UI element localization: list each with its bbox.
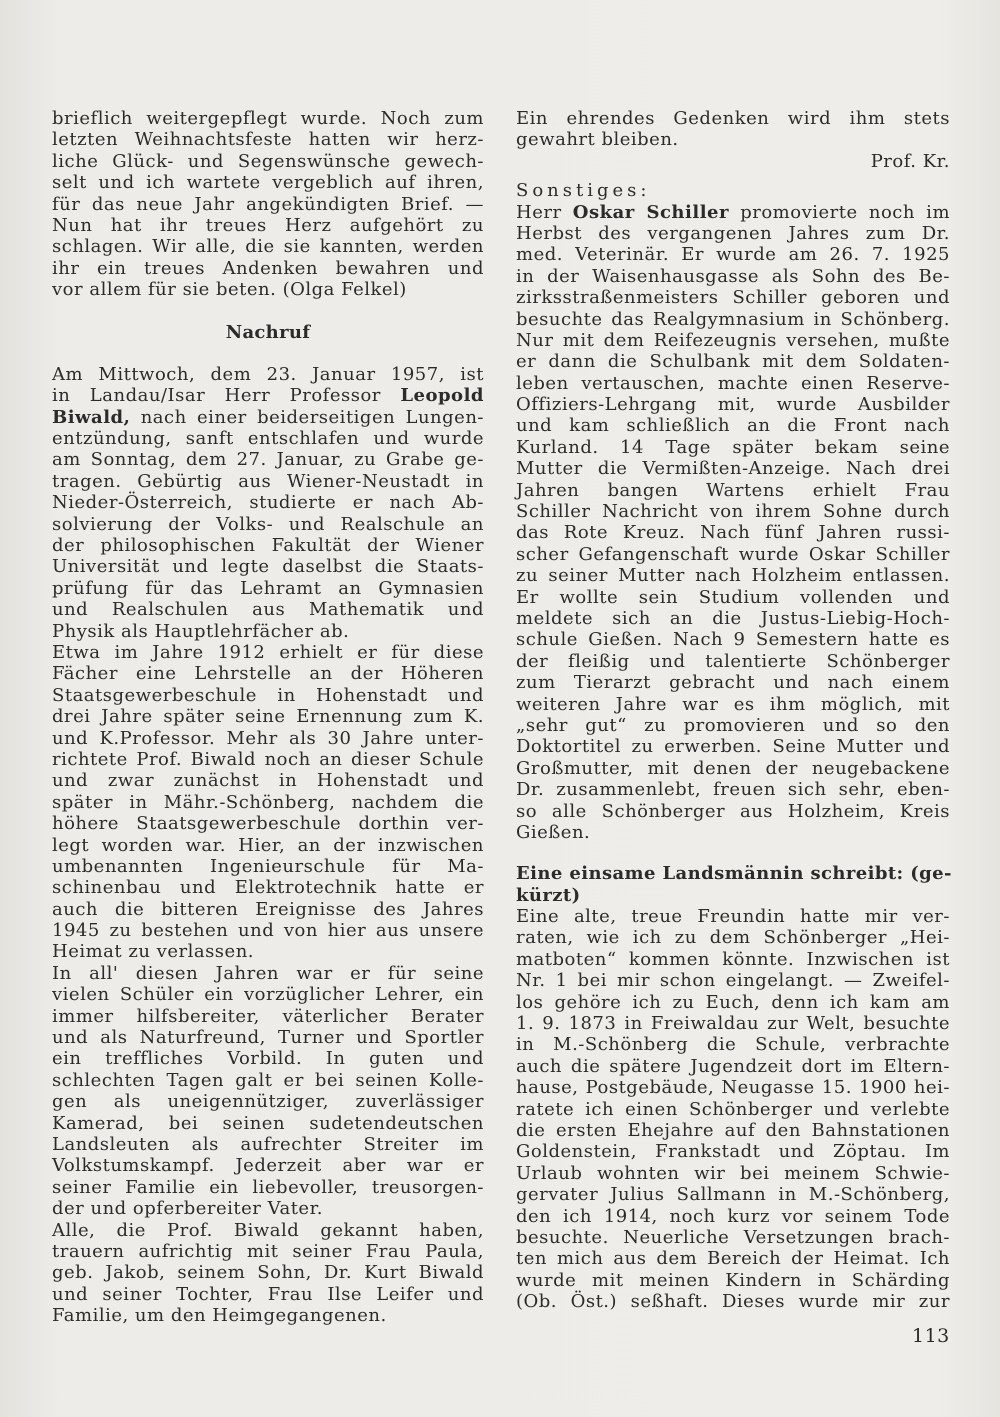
left-column [52,108,484,1326]
text-line: Heimat zu verlassen. [52,941,255,963]
text-line: Mutter die Vermißten-Anzeige. Nach drei [516,458,950,480]
text-line: vielen Schüler ein vorzüglicher Lehrer, ein [52,984,484,1006]
text-line: auch die bitteren Ereignisse des Jahres [52,898,484,920]
text-line: letzten Weihnachtsfeste hatten wir herz- [52,129,484,151]
text-line: Schiller Nachricht von ihrem Sohne durch [516,501,950,523]
text-line: der fleißig und talentierte Schönberger [516,650,950,672]
text-line: leben vertauschen, machte einen Reserve- [516,372,950,394]
text-line: richtete Prof. Biwald noch an dieser Schule [52,748,484,770]
text-line: los gehöre ich zu Euch, denn ich kam am [516,991,950,1013]
text-line: in M.-Schönberg die Schule, verbrachte [516,1034,950,1056]
text-line: Urlaub wohnten wir bei meinem Schwie- [516,1162,950,1184]
text-line: Etwa im Jahre 1912 erhielt er für diese [52,641,484,663]
text-line: ihr ein treues Andenken bewahren und [52,257,484,279]
text-line: entzündung, sanft entschlafen und wurde [52,428,484,450]
name-bold: Biwald, [52,406,131,428]
text-line: Staatsgewerbeschule in Hohenstadt und [52,684,484,706]
text-line: meldete sich an die Justus-Liebig-Hoch- [516,607,950,629]
name-bold: Leopold [400,385,484,407]
text-line: Jahren bangen Wartens erhielt Frau [516,479,950,501]
text-line: Volkstumskampf. Jederzeit aber war er [52,1155,484,1177]
text-line: liche Glück- und Segenswünsche gewech- [52,150,484,172]
text-line: matboten“ kommen könnte. Inzwischen ist [516,948,950,970]
text-line: In all' diesen Jahren war er für seine [52,962,484,984]
text-line: Nieder-Österreich, studierte er nach Ab- [52,492,484,514]
text-line: er dann die Schulbank mit dem Soldaten- [516,351,950,373]
text-line: Ein ehrendes Gedenken wird ihm stets [516,108,950,129]
text-line: brieflich weitergepflegt wurde. Noch zum [52,108,484,129]
text-line: schinenbau und Elektrotechnik hatte er [52,877,484,899]
text-line: solvierung der Volks- und Realschule an [52,513,484,535]
text-line: med. Veterinär. Er wurde am 26. 7. 1925 [516,244,950,266]
text-segment: promovierte noch im [728,201,951,223]
text-line: und seiner Tochter, Frau Ilse Leifer und [52,1283,484,1305]
text-line: Am Mittwoch, dem 23. Januar 1957, ist [52,363,484,385]
text-line: Kurland. 14 Tage später bekam seine [516,436,950,458]
text-line: Gießen. [516,821,591,843]
text-line: Goldenstein, Frankstadt und Zöptau. Im [516,1141,950,1163]
text-line: und Realschulen aus Mathematik und [52,599,484,621]
text-segment: nach einer beiderseitigen Lungen- [130,406,484,428]
text-line: für das neue Jahr angekündigten Brief. — [52,193,484,215]
text-line: geb. Jakob, seinem Sohn, Dr. Kurt Biwald [52,1262,484,1284]
text-line [52,407,484,428]
text-line: und als Naturfreund, Turner und Sportler [52,1027,484,1049]
text-line: immer hilfsbereiter, väterlicher Berater [52,1005,484,1027]
text-line: drei Jahre später seine Ernennung zum K. [52,706,484,728]
text-line: Universität und legte daselbst die Staats- [52,556,484,578]
text-line: zum Tierarzt gebracht und nach einem [516,672,950,694]
text-line: und zwar zunächst in Hohenstadt und [52,770,484,792]
olga-felkel-paragraph [52,108,484,301]
text-line: Physik als Hauptlehrfächer ab. [52,620,350,642]
text-line: Großmutter, mit denen der neugebackene [516,757,950,779]
text-line: Familie, um den Heimgegangenen. [52,1305,387,1327]
text-line: Herbst des vergangenen Jahres zum Dr. [516,222,950,244]
text-line: und K.Professor. Mehr als 30 Jahre unter- [52,727,484,749]
text-line: höhere Staatsgewerbeschule dorthin ver- [52,813,484,835]
text-line: schlagen. Wir alle, die sie kannten, werden [52,236,484,258]
text-line: vor allem für sie beten. (Olga Felkel) [52,279,407,301]
text-line: gewahrt bleiben. [516,129,679,151]
text-line: raten, wie ich zu dem Schönberger „Hei- [516,927,950,949]
spacer [516,843,950,863]
text-line: und kam schließlich an die Front nach [516,415,950,437]
text-segment: Herr [516,201,573,223]
text-line: ratete ich einen Schönberger und verlebte [516,1098,950,1120]
text-line: selt und ich wartete vergeblich auf ihren, [52,172,484,194]
text-line: Nr. 1 bei mir schon eingelangt. — Zweifel- [516,970,950,992]
text-line: am Sonntag, dem 27. Januar, zu Grabe ge- [52,449,484,471]
text-line: hause, Postgebäude, Neugasse 15. 1900 hei- [516,1077,950,1099]
gedenken-paragraph [516,108,950,172]
right-column [516,108,950,1312]
text-line: gervater Julius Sallmann in M.-Schönberg, [516,1184,950,1206]
text-line: besuchte das Realgymnasium in Schönberg. [516,308,950,330]
text-line: legt worden war. Hier, an der inzwischen [52,834,484,856]
text-line: gen als uneigennütziger, zuverlässiger [52,1091,484,1113]
text-line: wurde mit meinen Kindern in Schärding [516,1269,950,1291]
sonstiges-heading: Sonstiges: [516,180,651,202]
text-line: kürzt) [516,884,581,906]
text-line: seiner Familie ein liebevoller, treusorgen- [52,1176,484,1198]
text-line: 1. 9. 1873 in Freiwaldau zur Welt, besuchte [516,1013,950,1035]
text-line: der philosophischen Fakultät der Wiener [52,535,484,557]
text-line: auch die spätere Jugendzeit dort im Eltern- [516,1055,950,1077]
text-line: Doktortitel zu erwerben. Seine Mutter und [516,736,950,758]
text-line: das Rote Kreuz. Nach fünf Jahren russi- [516,522,950,544]
text-line: die ersten Ehejahre auf den Bahnstationen [516,1119,950,1141]
text-line: scher Gefangenschaft wurde Oskar Schiller [516,543,950,565]
text-line: Alle, die Prof. Biwald gekannt haben, [52,1219,484,1241]
text-line: Offiziers-Lehrgang mit, wurde Ausbilder [516,394,950,416]
signature: Prof. Kr. [870,150,950,172]
text-line: prüfung für das Lehramt an Gymnasien [52,577,484,599]
text-line: den ich 1914, noch kurz vor seinem Tode [516,1205,950,1227]
text-line: ten mich aus dem Bereich der Heimat. Ich [516,1248,950,1270]
text-line: Kamerad, bei seinen sudetendeutschen [52,1112,484,1134]
text-line: schlechten Tagen galt er bei seinen Kolle- [52,1069,484,1091]
text-line: Nun hat ihr treues Herz aufgehört zu [52,214,484,236]
name-bold: Oskar Schiller [572,201,729,223]
text-line: trauern aufrichtig mit seiner Frau Paula, [52,1240,484,1262]
text-line: der und opferbereiter Vater. [52,1198,323,1220]
text-line: tragen. Gebürtig aus Wiener-Neustadt in [52,470,484,492]
schiller-paragraph [516,202,950,844]
nachruf-heading: Nachruf [225,321,311,343]
text-line: ein treffliches Vorbild. In guten und [52,1048,484,1070]
text-line: Landsleuten als aufrechter Streiter im [52,1133,484,1155]
letter-heading [516,863,950,906]
text-segment: in Landau/Isar Herr Professor [52,385,401,407]
text-line: in der Waisenhausgasse als Sohn des Be- [516,265,950,287]
text-line: umbenannten Ingenieurschule für Ma- [52,855,484,877]
text-line: schule Gießen. Nach 9 Semestern hatte es [516,629,950,651]
text-line: Fächer eine Lehrstelle an der Höheren [52,663,484,685]
text-line: Dr. zusammenlebt, freuen sich sehr, eben- [516,779,950,801]
text-line: zu seiner Mutter nach Holzheim entlassen. [516,565,950,587]
text-line: später in Mähr.-Schönberg, nachdem die [52,791,484,813]
text-line: so alle Schönberger aus Holzheim, Kreis [516,800,950,822]
text-line [52,385,484,406]
text-line: „sehr gut“ zu promovieren und so den [516,714,950,736]
text-line: (Ob. Öst.) seßhaft. Dieses wurde mir zur [516,1291,950,1313]
nachruf-paragraph [52,364,484,1327]
text-line: Er wollte sein Studium vollenden und [516,586,950,608]
text-line [516,202,950,223]
letter-paragraph [516,906,950,1312]
text-line: zirksstraßenmeisters Schiller geboren und [516,287,950,309]
text-line: Nur mit dem Reifezeugnis versehen, mußte [516,329,950,351]
text-line: Eine alte, treue Freundin hatte mir ver- [516,906,950,928]
text-line: weiteren Jahre war es ihm möglich, mit [516,693,950,715]
text-line: besuchte. Neuerliche Versetzungen brach- [516,1226,950,1248]
page-number: 113 [912,1325,950,1347]
text-line: Eine einsame Landsmännin schreibt: (ge- [516,863,952,885]
text-line: 1945 zu bestehen und von hier aus unsere [52,920,484,942]
